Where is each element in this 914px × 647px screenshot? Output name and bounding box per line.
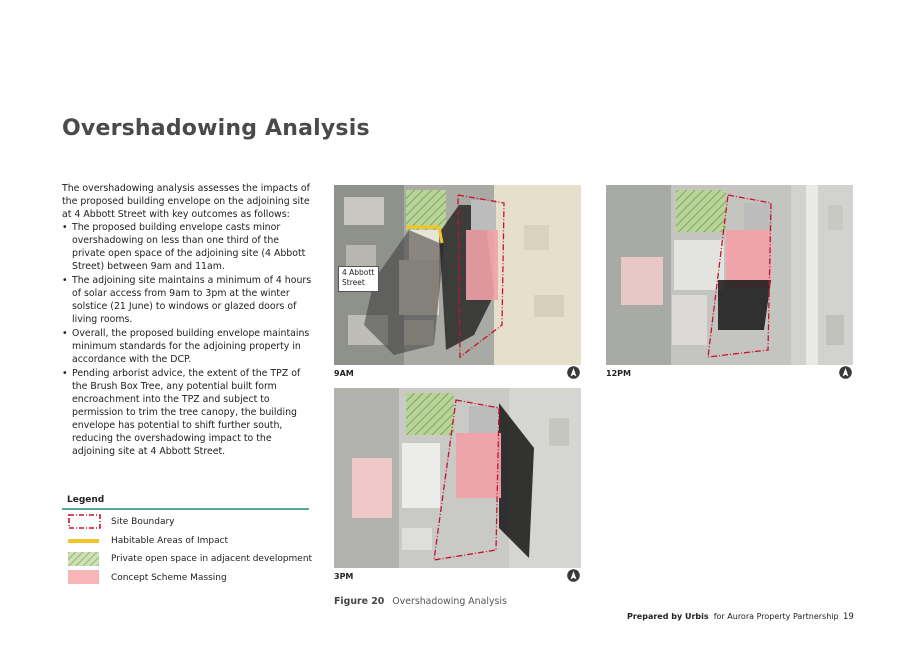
- north-arrow-icon: [567, 569, 580, 582]
- figure-caption: [334, 596, 507, 607]
- figure-caption-text: Overshadowing Analysis: [392, 596, 507, 607]
- legend-divider: [62, 508, 309, 510]
- site-boundary-swatch: [68, 514, 99, 528]
- footer-client: for Aurora Property Partnership: [713, 612, 839, 621]
- address-callout: 4 Abbott Street: [338, 266, 379, 292]
- time-label-12pm: 12PM: [606, 369, 631, 378]
- time-label-3pm: 3PM: [334, 572, 354, 581]
- north-arrow-icon: [839, 366, 852, 379]
- list-item: • Pending arborist advice, the extent of the TPZ of the Brush Box Tree, any potential built form encroachment into the TPZ and subject to permission to trim the tree canopy, the building envelope has potential to shift further south, reducing the overshadowing impact to the adjoining site at 4 Abbott Street.: [62, 367, 312, 458]
- intro-paragraph: The overshadowing analysis assesses the impacts of the proposed building envelope on the adjoining site at 4 Abbott Street with key outcomes as follows:: [62, 183, 310, 220]
- list-item: • The adjoining site maintains a minimum of 4 hours of solar access from 9am to 3pm at the winter solstice (21 June) to windows or glazed doors of living rooms.: [62, 274, 312, 326]
- concept-massing-swatch: [68, 570, 99, 584]
- legend-label-habitable-areas: Habitable Areas of Impact: [111, 536, 229, 546]
- legend-label-concept-massing: Concept Scheme Massing: [111, 573, 227, 583]
- list-item: • Overall, the proposed building envelope maintains minimum standards for the adjoining property in accordance with the DCP.: [62, 327, 312, 366]
- legend-title: Legend: [67, 495, 105, 505]
- time-label-9am: 9AM: [334, 369, 354, 378]
- shadow-map-12pm: [606, 185, 853, 365]
- footer-prepared-by: Prepared by Urbis: [627, 612, 709, 621]
- list-item: • The proposed building envelope casts minor overshadowing on less than one third of the private open space of the adjoining site (4 Abbott Street) between 9am and 11am.: [62, 221, 312, 273]
- page-number: 19: [843, 612, 854, 622]
- page-title: Overshadowing Analysis: [62, 116, 370, 141]
- private-open-space-swatch: [68, 551, 99, 565]
- outcomes-list: [62, 221, 312, 459]
- legend-label-private-open-space: Private open space in adjacent development: [111, 554, 313, 564]
- legend-label-site-boundary: Site Boundary: [111, 517, 175, 527]
- habitable-areas-swatch: [68, 539, 99, 543]
- shadow-map-3pm: [334, 388, 581, 568]
- figure-number: Figure 20: [334, 596, 385, 607]
- footer: [627, 612, 839, 621]
- north-arrow-icon: [567, 366, 580, 379]
